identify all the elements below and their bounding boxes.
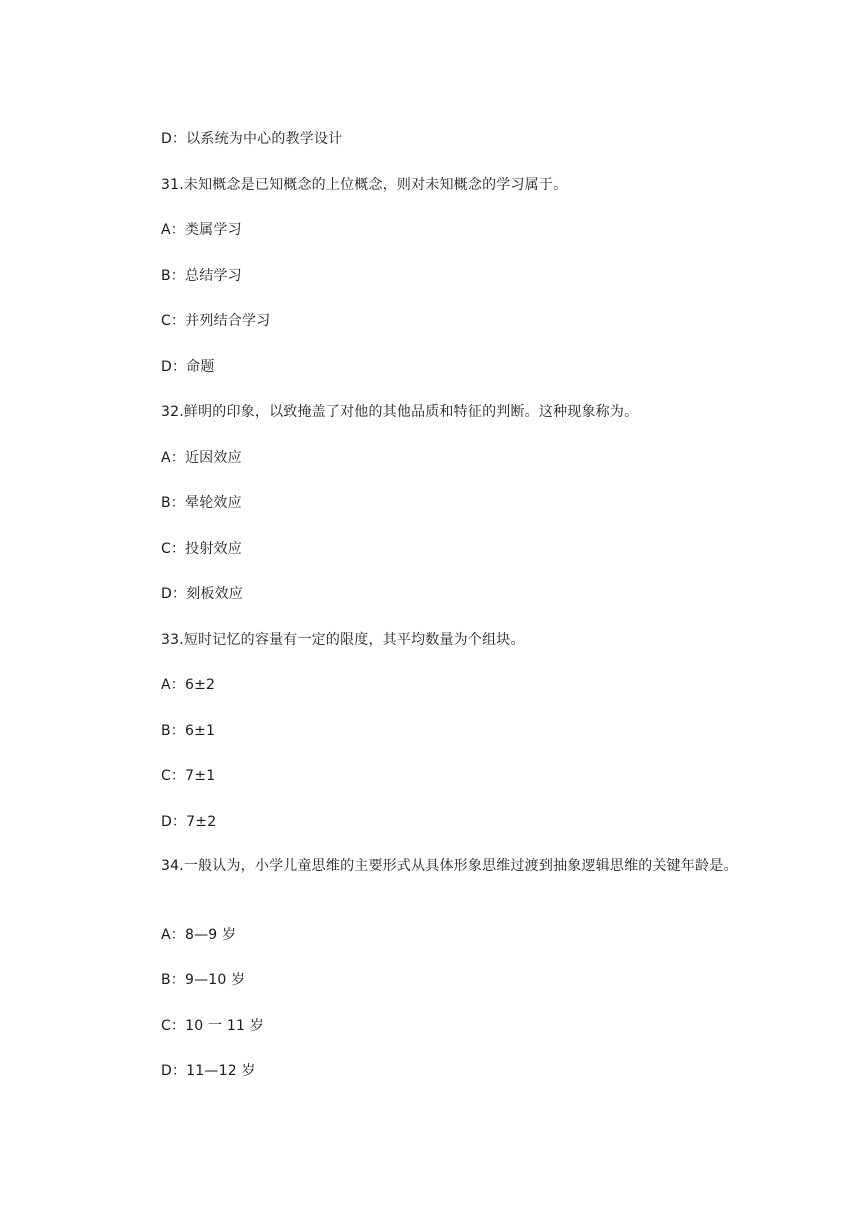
q34-option-b: B：9—10 岁 [161,972,246,988]
q34-stem: 34.一般认为，小学儿童思维的主要形式从具体形象思维过渡到抽象逻辑思维的关键年龄是。 [161,858,738,874]
q32-option-c: C：投射效应 [161,541,242,557]
q32-option-b: B：晕轮效应 [161,495,242,511]
q31-option-d: D：命题 [161,359,215,375]
q33-option-a: A：6±2 [161,677,216,693]
q31-stem: 31.未知概念是已知概念的上位概念，则对未知概念的学习属于。 [161,177,568,193]
q31-option-a: A：类属学习 [161,222,242,238]
q32-option-d: D：刻板效应 [161,586,243,602]
q32-stem: 32.鲜明的印象，以致掩盖了对他的其他品质和特征的判断。这种现象称为。 [161,404,639,420]
q34-option-c: C：10 一 11 岁 [161,1018,264,1034]
q33-option-b: B：6±1 [161,723,216,739]
q34-option-a: A：8—9 岁 [161,927,237,943]
q30-option-d: D：以系统为中心的教学设计 [161,131,343,147]
q31-option-c: C：并列结合学习 [161,313,271,329]
q33-option-c: C：7±1 [161,768,216,784]
q33-option-d: D：7±2 [161,814,217,830]
q31-option-b: B：总结学习 [161,268,242,284]
q32-option-a: A：近因效应 [161,450,242,466]
q33-stem: 33.短时记忆的容量有一定的限度，其平均数量为个组块。 [161,632,525,648]
q34-option-d: D：11—12 岁 [161,1063,256,1079]
